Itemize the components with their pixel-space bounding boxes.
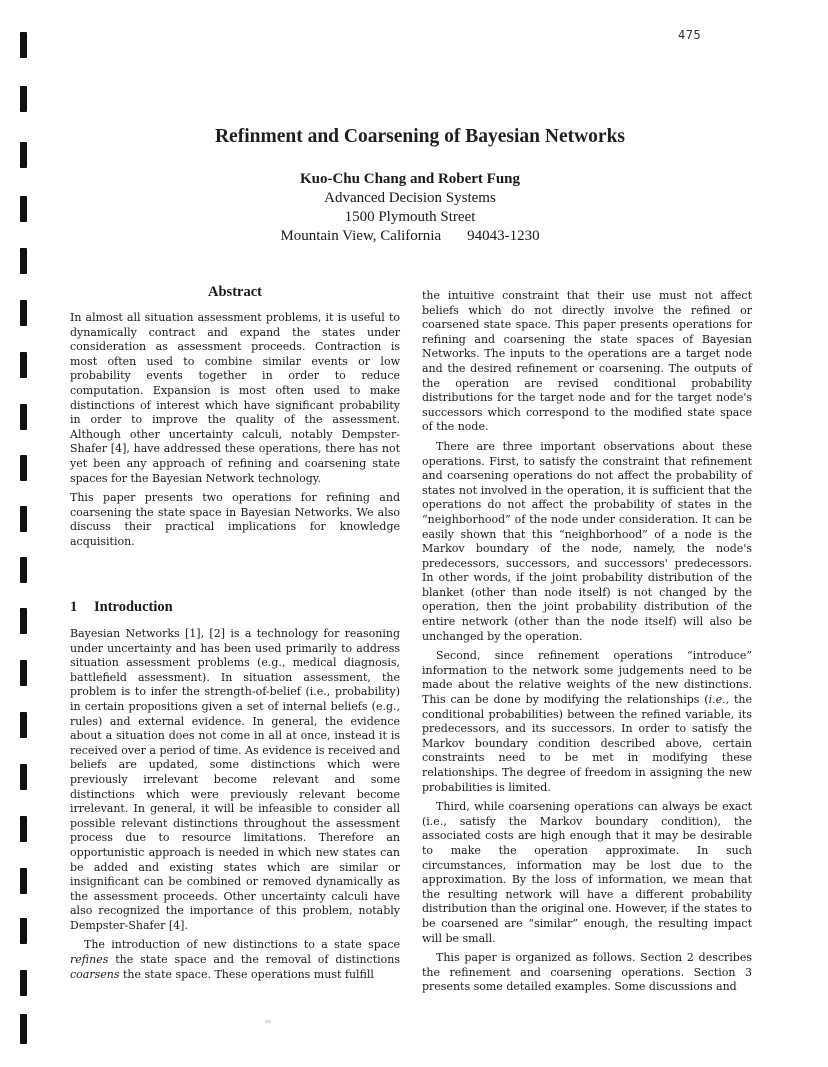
zip-code: 94043-1230 xyxy=(467,228,540,244)
scan-speck xyxy=(265,1020,271,1023)
registration-mark xyxy=(20,557,27,583)
registration-mark xyxy=(20,248,27,274)
introduction-body xyxy=(70,627,400,987)
city-line xyxy=(200,227,620,246)
registration-mark xyxy=(20,1014,27,1044)
page-number: 475 xyxy=(678,28,702,42)
section-number: 1 xyxy=(70,599,78,615)
section-title: Introduction xyxy=(94,599,173,615)
registration-mark xyxy=(20,918,27,944)
right-paragraph-2: There are three important observations about these operations. First, to satisfy the constraint that refinement and coarsening operations do not affect the probability of states not involved in the operation, it is sufficient that the operations do not affect the probability of states in the “neighborhood” of the node under consideration. It can be easily shown that this “neighborhood” of a node is the Markov boundary of the node, namely, the node's predecessors, successors, and successors' predecessors. In other words, if the joint probability distribution of the blanket (other than node itself) is not changed by the operation, then the joint probability distribution of the entire network (other than the node itself) will also be unchanged by the operation. xyxy=(422,439,752,643)
street-address: 1500 Plymouth Street xyxy=(344,209,476,225)
abstract-body xyxy=(70,311,400,555)
registration-mark xyxy=(20,970,27,996)
right-column-body xyxy=(422,289,752,1000)
registration-mark xyxy=(20,608,27,634)
intro-paragraph-1: Bayesian Networks [1], [2] is a technology for reasoning under uncertainty and has been used primarily to address situation assessment problems (e.g., medical diagnosis, battlefield assessment). In situation assessment, the problem is to infer the strength-of-belief (i.e., probability) in certain propositions given a set of internal beliefs (e.g., rules) and external evidence. In general, the evidence about a situation does not come in all at once, instead it is received over a period of time. As evidence is received and beliefs are updated, some distinctions which were previously irrelevant become relevant and some distinctions which were previously relevant become irrelevant. In general, it will be infeasible to consider all possible relevant distinctions throughout the assessment process due to resource limitations. Therefore an opportunistic approach is needed in which new states can be added and existing states which are similar or insignificant can be combined or removed dynamically as the assessment proceeds. Other uncertainty calculi have also recognized the importance of this problem, notably Dempster-Shafer [4]. xyxy=(70,627,400,932)
registration-mark xyxy=(20,196,27,222)
registration-mark xyxy=(20,816,27,842)
registration-mark xyxy=(20,352,27,378)
right-paragraph-1: the intuitive constraint that their use must not affect beliefs which do not directly involve the refined or coarsened state space. This paper presents operations for refining and coarsening the state spaces of Bayesian Networks. The inputs to the operations are a target node and the desired refinement or coarsening. The outputs of the operation are revised conditional probability distributions for the target node and for the target node's successors which correspond to the modified state space of the node. xyxy=(422,289,752,434)
abstract-paragraph-1: In almost all situation assessment problems, it is useful to dynamically contract and expand the states under consideration as assessment proceeds. Contraction is most often used to combine similar events or low probability events together in order to reduce computation. Expansion is most often used to make distinctions of interest which have significant probability in order to improve the quality of the assessment. Although other uncertainty calculi, notably Dempster-Shafer [4], have addressed these operations, there has not yet been any approach of refining and coarsening state spaces for the Bayesian Network technology. xyxy=(70,311,400,485)
section-heading-introduction xyxy=(70,600,400,615)
registration-mark xyxy=(20,32,27,58)
registration-mark xyxy=(20,455,27,481)
paper-title: Refinment and Coarsening of Bayesian Networks xyxy=(214,126,626,147)
registration-mark xyxy=(20,660,27,686)
registration-mark xyxy=(20,764,27,790)
affiliation: Advanced Decision Systems xyxy=(324,190,496,206)
registration-mark xyxy=(20,506,27,532)
registration-mark xyxy=(20,868,27,894)
registration-mark xyxy=(20,404,27,430)
scan-registration-marks xyxy=(0,0,40,1067)
city: Mountain View, California xyxy=(280,228,442,244)
intro-paragraph-2: The introduction of new distinctions to a state space refines the state space and the removal of distinctions coarsens the state space. These operations must fulfill xyxy=(70,938,400,981)
registration-mark xyxy=(20,142,27,168)
author-names: Kuo-Chu Chang and Robert Fung xyxy=(299,171,521,187)
registration-mark xyxy=(20,86,27,112)
registration-mark xyxy=(20,712,27,738)
right-paragraph-5: This paper is organized as follows. Section 2 describes the refinement and coarsening operations. Section 3 presents some detailed examples. Some discussions and xyxy=(422,951,752,994)
abstract-paragraph-2: This paper presents two operations for refining and coarsening the state space in Bayesian Networks. We also discuss their practical implications for knowledge acquisition. xyxy=(70,491,400,548)
registration-mark xyxy=(20,300,27,326)
right-paragraph-3: Second, since refinement operations “introduce” information to the network some judgements need to be made about the relative weights of the new distinctions. This can be done by modifying the relationships (i.e., the conditional probabilities) between the refined variable, its predecessors, and its successors. In order to satisfy the Markov boundary condition described above, certain constraints need to be met in modifying these relationships. The degree of freedom in assigning the new probabilities is limited. xyxy=(422,649,752,794)
author-block xyxy=(200,170,620,246)
abstract-heading: Abstract xyxy=(208,284,262,300)
right-paragraph-4: Third, while coarsening operations can always be exact (i.e., satisfy the Markov boundary condition), the associated costs are high enough that it may be desirable to make the operation approximate. In such circumstances, information may be lost due to the approximation. By the loss of information, we mean that the resulting network will have a different probability distribution than the original one. However, if the states to be coarsened are “similar” enough, the resulting impact will be small. xyxy=(422,800,752,945)
